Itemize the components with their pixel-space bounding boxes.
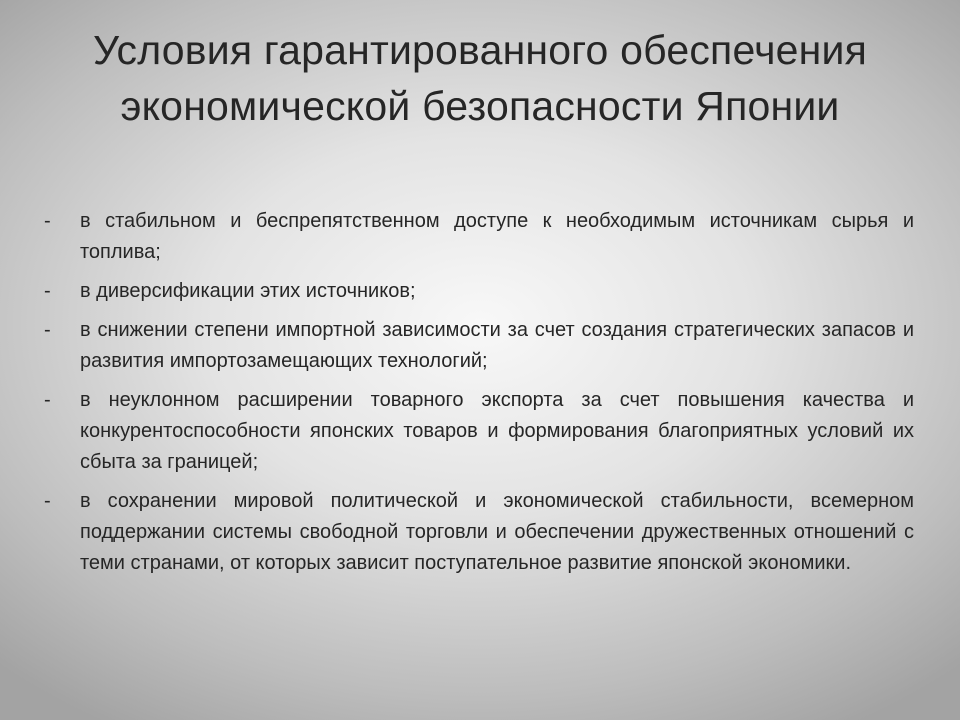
list-item-text: в сохранении мировой политической и экономической стабильности, всемерном поддержании системы свободной торговли и обеспечении дружественных отношений с теми странами, от которых зависит поступательное развитие японской экономики. (80, 490, 914, 574)
dash-marker: - (44, 319, 51, 341)
bullet-list (44, 206, 914, 587)
dash-marker: - (44, 389, 51, 411)
dash-marker: - (44, 210, 51, 232)
slide-title (40, 22, 920, 134)
list-item-text: в неуклонном расширении товарного экспорта за счет повышения качества и конкурентоспособности японских товаров и формирования благоприятных условий их сбыта за границей; (80, 389, 914, 473)
list-item (44, 276, 914, 307)
list-item-text: в снижении степени импортной зависимости за счет создания стратегических запасов и развития импортозамещающих технологий; (80, 319, 914, 372)
title-line-2: экономической безопасности Японии (120, 83, 840, 129)
dash-marker: - (44, 490, 51, 512)
list-item (44, 315, 914, 377)
title-line-1: Условия гарантированного обеспечения (93, 27, 867, 73)
list-item-text: в диверсификации этих источников; (80, 280, 416, 302)
list-item-text: в стабильном и беспрепятственном доступе к необходимым источникам сырья и топлива; (80, 210, 914, 263)
list-item (44, 385, 914, 478)
dash-marker: - (44, 280, 51, 302)
list-item (44, 486, 914, 579)
list-item (44, 206, 914, 268)
